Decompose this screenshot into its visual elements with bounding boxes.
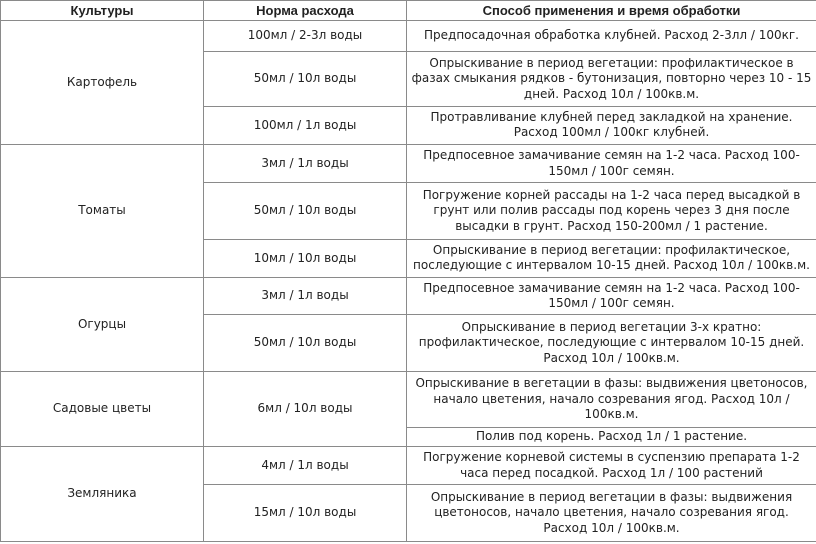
crop-name: Томаты <box>1 144 204 277</box>
rate-cell: 100мл / 1л воды <box>204 106 407 144</box>
table-row <box>1 144 816 182</box>
rate-cell: 15мл / 10л воды <box>204 485 407 542</box>
table-row <box>1 277 816 314</box>
method-cell: Погружение корней рассады на 1-2 часа перед высадкой в грунт или полив рассады под корень через 3 дня после высадки в грунт. Расход 150-200мл / 1 растение. <box>407 183 816 239</box>
method-cell: Предпосевное замачивание семян на 1-2 часа. Расход 100-150мл / 100г семян. <box>407 144 816 182</box>
rate-cell: 10мл / 10л воды <box>204 239 407 277</box>
header-rate: Норма расхода <box>204 1 407 21</box>
crop-name: Садовые цветы <box>1 371 204 447</box>
rate-cell: 3мл / 1л воды <box>204 277 407 314</box>
rate-cell: 50мл / 10л воды <box>204 315 407 371</box>
method-cell: Предпосадочная обработка клубней. Расход 2-3лл / 100кг. <box>407 21 816 52</box>
header-crop: Культуры <box>1 1 204 21</box>
method-cell: Опрыскивание в период вегетации: профилактическое, последующие с интервалом 10-15 дней. Расход 10л / 100кв.м. <box>407 239 816 277</box>
rate-cell: 50мл / 10л воды <box>204 52 407 106</box>
rate-cell: 6мл / 10л воды <box>204 371 407 447</box>
rate-cell: 3мл / 1л воды <box>204 144 407 182</box>
rate-cell: 50мл / 10л воды <box>204 183 407 239</box>
crop-name: Огурцы <box>1 277 204 371</box>
method-cell: Погружение корневой системы в суспензию препарата 1-2 часа перед посадкой. Расход 1л / 100 растений <box>407 447 816 485</box>
crop-name: Картофель <box>1 21 204 145</box>
table-row <box>1 21 816 52</box>
method-cell: Опрыскивание в период вегетации: профилактическое в фазах смыкания рядков - бутонизация, повторно через 10 - 15 дней. Расход 10л / 100кв.м. <box>407 52 816 106</box>
method-cell: Опрыскивание в период вегетации в фазы: выдвижения цветоносов, начало цветения, начало созревания ягод. Расход 10л / 100кв.м. <box>407 485 816 542</box>
method-cell: Полив под корень. Расход 1л / 1 растение. <box>407 428 816 447</box>
crop-name: Земляника <box>1 447 204 542</box>
rate-cell: 4мл / 1л воды <box>204 447 407 485</box>
header-row <box>1 1 816 21</box>
table-row <box>1 371 816 427</box>
method-cell: Предпосевное замачивание семян на 1-2 часа. Расход 100-150мл / 100г семян. <box>407 277 816 314</box>
rate-cell: 100мл / 2-3л воды <box>204 21 407 52</box>
method-cell: Протравливание клубней перед закладкой на хранение. Расход 100мл / 100кг клубней. <box>407 106 816 144</box>
method-cell: Опрыскивание в период вегетации 3-х кратно: профилактическое, последующие с интервалом 10-15 дней. Расход 10л / 100кв.м. <box>407 315 816 371</box>
method-cell: Опрыскивание в вегетации в фазы: выдвижения цветоносов, начало цветения, начало созревания ягод. Расход 10л / 100кв.м. <box>407 371 816 427</box>
table-row <box>1 447 816 485</box>
header-method: Способ применения и время обработки <box>407 1 816 21</box>
